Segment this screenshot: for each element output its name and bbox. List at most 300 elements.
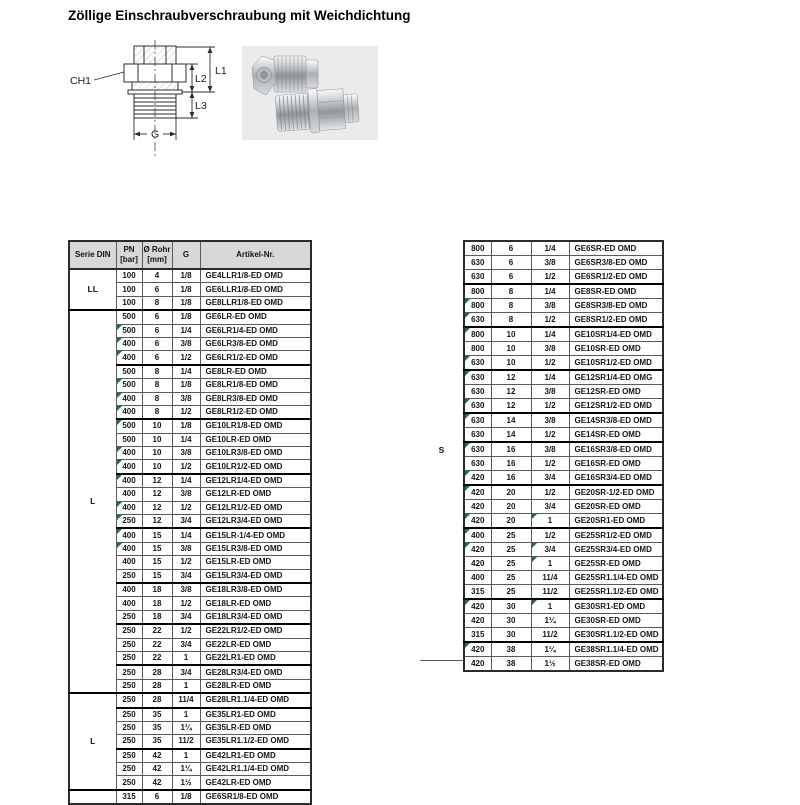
cell-rohr: 8 <box>142 379 172 392</box>
cell-g: 1/2 <box>531 356 569 371</box>
header-artikel: Artikel-Nr. <box>200 241 311 269</box>
comment-flag-icon <box>465 399 470 404</box>
cell-g: 1 <box>172 679 200 693</box>
cell-pn: 250 <box>116 515 142 529</box>
table-row <box>464 642 663 657</box>
cell-rohr: 6 <box>491 256 531 270</box>
cell-g: 1/8 <box>172 310 200 324</box>
cell-rohr: 42 <box>142 749 172 763</box>
cell-artikel: GE38SR-ED OMD <box>569 657 663 672</box>
cell-artikel: GE8LR1/2-ED OMD <box>200 405 311 419</box>
cell-artikel: GE28LR-ED OMD <box>200 679 311 693</box>
cell-rohr: 25 <box>491 543 531 557</box>
cell-rohr: 22 <box>142 638 172 651</box>
header-pn <box>116 241 142 269</box>
header-rohr-line1: Ø Rohr <box>143 245 171 254</box>
cell-g: 3/4 <box>172 610 200 624</box>
cell-pn: 250 <box>116 708 142 722</box>
comment-flag-icon <box>465 313 470 318</box>
cell-g: 1/2 <box>531 528 569 543</box>
cell-artikel: GE6LR-ED OMD <box>200 310 311 324</box>
cell-pn: 800 <box>464 327 491 342</box>
cell-rohr: 10 <box>142 460 172 474</box>
table-row <box>464 657 663 672</box>
cell-artikel: GE16SR3/4-ED OMD <box>569 471 663 486</box>
cell-rohr: 12 <box>491 399 531 414</box>
cell-artikel: GE25SR3/4-ED OMD <box>569 543 663 557</box>
cell-pn: 400 <box>116 447 142 460</box>
cell-rohr: 8 <box>142 365 172 379</box>
product-photo <box>242 46 378 140</box>
cell-g: 1/2 <box>172 597 200 610</box>
cell-artikel: GE35LR1-ED OMD <box>200 708 311 722</box>
table-row <box>464 457 663 471</box>
cell-artikel: GE8SR3/8-ED OMD <box>569 299 663 313</box>
cell-pn: 400 <box>464 528 491 543</box>
cell-artikel: GE30SR1.1/2-ED OMD <box>569 628 663 643</box>
cell-rohr: 8 <box>142 296 172 310</box>
comment-flag-icon <box>465 486 470 491</box>
cell-g: 1½ <box>172 776 200 790</box>
cell-pn: 630 <box>464 356 491 371</box>
header-g: G <box>172 241 200 269</box>
cell-g: 11/4 <box>531 571 569 585</box>
cell-artikel: GE8SR-ED OMD <box>569 284 663 299</box>
table-row <box>464 399 663 414</box>
comment-flag-icon <box>117 325 122 330</box>
cell-rohr: 12 <box>491 370 531 385</box>
cell-pn: 420 <box>464 599 491 614</box>
cell-artikel: GE4LLR1/8-ED OMD <box>200 269 311 283</box>
cell-g: 1/2 <box>172 501 200 514</box>
cell-artikel: GE12LR1/2-ED OMD <box>200 501 311 514</box>
comment-flag-icon <box>117 447 122 452</box>
comment-flag-icon <box>532 600 537 605</box>
table-row <box>464 471 663 486</box>
cell-artikel: GE6LR1/2-ED OMD <box>200 351 311 365</box>
cell-g: 1/2 <box>172 556 200 569</box>
cell-artikel: GE12SR1/2-ED OMD <box>569 399 663 414</box>
comment-flag-icon <box>117 543 122 548</box>
cell-rohr: 8 <box>142 392 172 405</box>
cell-g: 1/4 <box>531 241 569 256</box>
cell-pn: 400 <box>116 542 142 555</box>
cell-pn: 800 <box>464 299 491 313</box>
header-pn-line1: PN <box>123 245 135 254</box>
cell-g: 3/8 <box>172 583 200 597</box>
cell-pn: 315 <box>116 790 142 804</box>
cell-artikel: GE25SR-ED OMD <box>569 557 663 571</box>
cell-pn: 100 <box>116 296 142 310</box>
cell-g: 1/4 <box>172 528 200 542</box>
cell-g: 1/4 <box>531 284 569 299</box>
header-rohr <box>142 241 172 269</box>
cell-g: 1 <box>531 557 569 571</box>
cell-pn: 400 <box>116 488 142 501</box>
table-row <box>464 241 663 256</box>
cell-g: 1/2 <box>531 485 569 500</box>
comment-flag-icon <box>465 471 470 476</box>
comment-flag-icon <box>117 420 122 425</box>
cell-artikel: GE35LR1.1/2-ED OMD <box>200 735 311 749</box>
cell-g: 3/4 <box>172 569 200 583</box>
cell-rohr: 35 <box>142 735 172 749</box>
cell-pn: 250 <box>116 665 142 679</box>
comment-flag-icon <box>532 514 537 519</box>
cell-rohr: 12 <box>142 515 172 529</box>
cell-g: 3/8 <box>531 442 569 457</box>
cell-artikel: GE8LLR1/8-ED OMD <box>200 296 311 310</box>
cell-g: 1 <box>531 514 569 529</box>
comment-flag-icon <box>117 502 122 507</box>
cell-rohr: 14 <box>491 413 531 428</box>
table-header-row <box>69 241 311 269</box>
cell-rohr: 38 <box>491 657 531 672</box>
cell-pn: 250 <box>116 776 142 790</box>
cell-g: 3/4 <box>531 471 569 486</box>
cell-pn: 250 <box>116 763 142 776</box>
cell-pn: 315 <box>464 628 491 643</box>
cell-pn: 400 <box>116 556 142 569</box>
comment-flag-icon <box>465 371 470 376</box>
table-row <box>464 485 663 500</box>
cell-g: 1/2 <box>531 313 569 328</box>
cell-rohr: 14 <box>491 428 531 443</box>
cell-pn: 420 <box>464 485 491 500</box>
cell-pn: 420 <box>464 514 491 529</box>
cell-artikel: GE18LR-ED OMD <box>200 597 311 610</box>
cell-rohr: 15 <box>142 569 172 583</box>
cell-artikel: GE42LR1.1/4-ED OMD <box>200 763 311 776</box>
page-title: Zöllige Einschraubverschraubung mit Weichdichtung <box>68 8 411 23</box>
header-pn-line2: [bar] <box>120 255 138 264</box>
cell-rohr: 6 <box>491 241 531 256</box>
cell-g: 1/8 <box>172 790 200 804</box>
cell-pn: 250 <box>116 735 142 749</box>
header-serie: Serie DIN <box>69 241 116 269</box>
cell-rohr: 15 <box>142 528 172 542</box>
cell-pn: 500 <box>116 365 142 379</box>
cell-g: 3/8 <box>172 392 200 405</box>
cell-g: 3/4 <box>531 543 569 557</box>
comment-flag-icon <box>117 406 122 411</box>
cell-artikel: GE22LR1-ED OMD <box>200 651 311 665</box>
comment-flag-icon <box>117 475 122 480</box>
cell-pn: 500 <box>116 433 142 446</box>
table-row <box>464 585 663 600</box>
cell-artikel: GE30SR1-ED OMD <box>569 599 663 614</box>
table-row <box>69 269 311 283</box>
cell-pn: 800 <box>464 284 491 299</box>
cell-g: 11/2 <box>172 735 200 749</box>
comment-flag-icon <box>465 443 470 448</box>
cell-rohr: 6 <box>142 351 172 365</box>
cell-g: 1/8 <box>172 419 200 433</box>
cell-rohr: 6 <box>142 310 172 324</box>
cell-pn: 500 <box>116 310 142 324</box>
comment-flag-icon <box>465 328 470 333</box>
cell-rohr: 30 <box>491 599 531 614</box>
cell-artikel: GE6LLR1/8-ED OMD <box>200 283 311 296</box>
cell-artikel: GE10SR1/4-ED OMD <box>569 327 663 342</box>
cell-pn: 400 <box>116 528 142 542</box>
cell-g: 1 <box>531 599 569 614</box>
table-row <box>464 514 663 529</box>
cell-g: 1/8 <box>172 283 200 296</box>
cell-pn: 500 <box>116 324 142 337</box>
cell-rohr: 25 <box>491 571 531 585</box>
cell-artikel: GE42LR-ED OMD <box>200 776 311 790</box>
cell-artikel: GE14SR3/8-ED OMD <box>569 413 663 428</box>
comment-flag-icon <box>117 515 122 520</box>
cell-pn: 420 <box>464 500 491 514</box>
cell-rohr: 30 <box>491 628 531 643</box>
comment-flag-icon <box>117 460 122 465</box>
cell-pn: 100 <box>116 283 142 296</box>
cell-g: 3/8 <box>172 447 200 460</box>
cell-g: 1½ <box>531 657 569 672</box>
cell-g: 3/4 <box>172 665 200 679</box>
cell-g: 3/8 <box>172 542 200 555</box>
cell-artikel: GE28LR1.1/4-ED OMD <box>200 693 311 707</box>
cell-pn: 250 <box>116 679 142 693</box>
cell-rohr: 20 <box>491 485 531 500</box>
comment-flag-icon <box>465 643 470 648</box>
cell-pn: 420 <box>464 557 491 571</box>
table-row <box>464 428 663 443</box>
cell-g: 1¼ <box>531 642 569 657</box>
cell-rohr: 12 <box>142 474 172 488</box>
cell-artikel: GE15LR3/4-ED OMD <box>200 569 311 583</box>
cell-rohr: 35 <box>142 721 172 734</box>
cell-rohr: 8 <box>491 284 531 299</box>
cell-pn: 500 <box>116 419 142 433</box>
cell-artikel: GE18LR3/8-ED OMD <box>200 583 311 597</box>
cell-pn: 250 <box>116 651 142 665</box>
cell-pn: 400 <box>116 405 142 419</box>
table-row <box>464 385 663 399</box>
table-row <box>69 310 311 324</box>
cell-g: 1/2 <box>172 405 200 419</box>
cell-artikel: GE10LR3/8-ED OMD <box>200 447 311 460</box>
comment-flag-icon <box>465 514 470 519</box>
cell-pn: 400 <box>116 583 142 597</box>
cell-serie <box>69 790 116 804</box>
cell-pn: 630 <box>464 428 491 443</box>
cell-artikel: GE12SR-ED OMD <box>569 385 663 399</box>
cell-g: 3/8 <box>172 488 200 501</box>
cell-g: 1/4 <box>172 365 200 379</box>
cell-rohr: 6 <box>142 283 172 296</box>
cell-artikel: GE10SR1/2-ED OMD <box>569 356 663 371</box>
table-row <box>464 270 663 285</box>
cell-rohr: 25 <box>491 585 531 600</box>
cell-g: 1¼ <box>172 763 200 776</box>
cell-pn: 250 <box>116 569 142 583</box>
cell-rohr: 16 <box>491 442 531 457</box>
cell-artikel: GE25SR1.1/4-ED OMD <box>569 571 663 585</box>
cell-rohr: 28 <box>142 665 172 679</box>
cell-rohr: 8 <box>491 313 531 328</box>
cell-rohr: 12 <box>491 385 531 399</box>
cell-rohr: 20 <box>491 500 531 514</box>
dim-label-l2: L2 <box>195 73 207 85</box>
cell-rohr: 12 <box>142 488 172 501</box>
comment-flag-icon <box>465 414 470 419</box>
cell-rohr: 38 <box>491 642 531 657</box>
cell-artikel: GE8LR1/8-ED OMD <box>200 379 311 392</box>
cell-g: 1¼ <box>531 614 569 628</box>
cell-rohr: 42 <box>142 763 172 776</box>
table-row <box>464 599 663 614</box>
cell-rohr: 20 <box>491 514 531 529</box>
cell-pn: 400 <box>116 392 142 405</box>
cell-artikel: GE10LR-ED OMD <box>200 433 311 446</box>
cell-rohr: 6 <box>142 337 172 350</box>
cell-pn: 400 <box>116 460 142 474</box>
cell-g: 1/2 <box>172 351 200 365</box>
comment-flag-icon <box>117 393 122 398</box>
cell-rohr: 42 <box>142 776 172 790</box>
table-row <box>464 614 663 628</box>
cell-g: 1/2 <box>531 428 569 443</box>
comment-flag-icon <box>117 338 122 343</box>
cell-rohr: 15 <box>142 556 172 569</box>
cell-rohr: 18 <box>142 610 172 624</box>
cell-rohr: 10 <box>142 447 172 460</box>
cell-artikel: GE12SR1/4-ED OMG <box>569 370 663 385</box>
cell-pn: 630 <box>464 413 491 428</box>
cell-rohr: 30 <box>491 614 531 628</box>
cell-pn: 400 <box>116 597 142 610</box>
cell-serie: LL <box>69 269 116 310</box>
cell-g: 11/2 <box>531 628 569 643</box>
comment-flag-icon <box>117 379 122 384</box>
cell-rohr: 6 <box>491 270 531 285</box>
table-row <box>464 557 663 571</box>
cell-pn: 630 <box>464 270 491 285</box>
cell-g: 1/4 <box>172 474 200 488</box>
cell-rohr: 28 <box>142 679 172 693</box>
cell-g: 1/4 <box>531 370 569 385</box>
cell-artikel: GE15LR3/8-ED OMD <box>200 542 311 555</box>
cell-artikel: GE8LR-ED OMD <box>200 365 311 379</box>
cell-rohr: 16 <box>491 457 531 471</box>
cell-pn: 400 <box>116 501 142 514</box>
cell-artikel: GE12LR-ED OMD <box>200 488 311 501</box>
header-rohr-line2: [mm] <box>147 255 167 264</box>
table-row <box>464 370 663 385</box>
comment-flag-icon <box>465 529 470 534</box>
cell-rohr: 25 <box>491 557 531 571</box>
table-row <box>464 356 663 371</box>
cell-g: 1/8 <box>172 296 200 310</box>
dim-label-g: G <box>151 128 160 141</box>
table-row <box>464 500 663 514</box>
cell-pn: 800 <box>464 342 491 356</box>
dim-label-l1: L1 <box>215 65 227 77</box>
cell-g: 1/2 <box>172 460 200 474</box>
table-row <box>464 284 663 299</box>
cell-pn: 400 <box>116 337 142 350</box>
table-row <box>464 342 663 356</box>
cell-rohr: 4 <box>142 269 172 283</box>
cell-g: 11/4 <box>172 693 200 707</box>
cell-g: 1¼ <box>172 721 200 734</box>
cell-pn: 100 <box>116 269 142 283</box>
comment-flag-icon <box>465 299 470 304</box>
cell-artikel: GE8LR3/8-ED OMD <box>200 392 311 405</box>
cell-pn: 630 <box>464 313 491 328</box>
cell-artikel: GE6SR1/8-ED OMD <box>200 790 311 804</box>
cell-pn: 800 <box>464 241 491 256</box>
cell-artikel: GE12LR3/4-ED OMD <box>200 515 311 529</box>
cell-g: 1 <box>172 749 200 763</box>
cell-artikel: GE6SR3/8-ED OMD <box>569 256 663 270</box>
cell-g: 3/4 <box>172 515 200 529</box>
cell-rohr: 18 <box>142 597 172 610</box>
table-row <box>464 528 663 543</box>
comment-flag-icon <box>465 600 470 605</box>
table-row <box>69 693 311 707</box>
cell-artikel: GE6LR1/4-ED OMD <box>200 324 311 337</box>
cell-g: 1/4 <box>172 324 200 337</box>
cell-pn: 420 <box>464 657 491 672</box>
comment-flag-icon <box>465 543 470 548</box>
cell-g: 1/8 <box>172 379 200 392</box>
cell-g: 3/8 <box>531 413 569 428</box>
cell-g: 3/8 <box>531 256 569 270</box>
cell-pn: 250 <box>116 749 142 763</box>
cell-g: 3/4 <box>172 638 200 651</box>
cell-artikel: GE14SR-ED OMD <box>569 428 663 443</box>
cell-artikel: GE22LR1/2-ED OMD <box>200 624 311 638</box>
cell-g: 3/8 <box>172 337 200 350</box>
cell-g: 3/4 <box>531 500 569 514</box>
cell-artikel: GE35LR-ED OMD <box>200 721 311 734</box>
cell-rohr: 8 <box>142 405 172 419</box>
cell-artikel: GE22LR-ED OMD <box>200 638 311 651</box>
table-row <box>464 256 663 270</box>
cell-artikel: GE20SR1-ED OMD <box>569 514 663 529</box>
cell-serie: L <box>69 310 116 693</box>
cell-pn: 630 <box>464 442 491 457</box>
cell-g: 1/4 <box>172 433 200 446</box>
cell-rohr: 10 <box>491 327 531 342</box>
cell-rohr: 28 <box>142 693 172 707</box>
cell-artikel: GE10LR1/2-ED OMD <box>200 460 311 474</box>
comment-flag-icon <box>117 529 122 534</box>
cell-artikel: GE6SR-ED OMD <box>569 241 663 256</box>
cell-rohr: 10 <box>142 419 172 433</box>
cell-rohr: 22 <box>142 651 172 665</box>
cell-pn: 630 <box>464 385 491 399</box>
cell-rohr: 18 <box>142 583 172 597</box>
cell-g: 3/8 <box>531 299 569 313</box>
dim-label-ch1: CH1 <box>70 75 92 87</box>
cell-rohr: 16 <box>491 471 531 486</box>
cell-rohr: 8 <box>491 299 531 313</box>
cell-rohr: 35 <box>142 708 172 722</box>
cell-g: 1/2 <box>172 624 200 638</box>
cell-rohr: 10 <box>491 342 531 356</box>
cell-pn: 250 <box>116 610 142 624</box>
cell-artikel: GE15LR-ED OMD <box>200 556 311 569</box>
comment-flag-icon <box>117 351 122 356</box>
cell-artikel: GE6SR1/2-ED OMD <box>569 270 663 285</box>
cell-pn: 250 <box>116 638 142 651</box>
cell-pn: 400 <box>464 571 491 585</box>
